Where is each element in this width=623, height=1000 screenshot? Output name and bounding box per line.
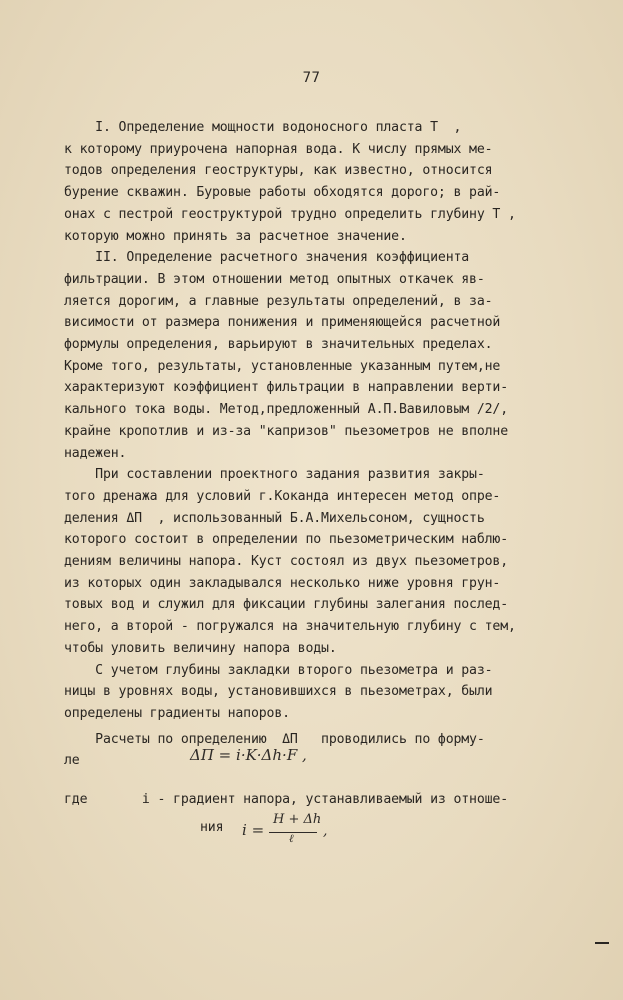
text-line: него, а второй - погружался на значительную глубину с тем,: [64, 619, 516, 635]
text-line: крайне кропотлив и из-за "капризов" пьезометров не вполне: [64, 423, 509, 439]
where-line: где i - градиент напора, устанавливаемый из отноше-: [64, 792, 509, 807]
text-line: Расчеты по определению ΔП проводились по форму-: [64, 731, 485, 747]
text-line: фильтрации. В этом отношении метод опытных откачек яв-: [64, 271, 485, 287]
text-line: ле: [64, 753, 80, 769]
text-line: которую можно принять за расчетное значение.: [64, 228, 407, 244]
text-line: ницы в уровнях воды, установившихся в пьезометрах, были: [64, 684, 493, 700]
text-line: надежен.: [64, 445, 127, 461]
ratio-tail: ,: [323, 823, 328, 839]
text-line: дениям величины напора. Куст состоял из двух пьезометров,: [64, 554, 509, 569]
text-line: к которому приурочена напорная вода. К числу прямых ме-: [64, 141, 493, 157]
text-line: чтобы уловить величину напора воды.: [64, 640, 337, 656]
page-number: 77: [302, 70, 321, 86]
text-line: I. Определение мощности водоносного пласта Т ,: [64, 120, 462, 135]
text-line: из которых один закладывался несколько ниже уровня грун-: [64, 575, 501, 591]
text-line: формулы определения, варьируют в значительных пределах.: [64, 337, 493, 352]
text-line: которого состоит в определении по пьезометрическим наблю-: [64, 532, 509, 548]
text-line: определены градиенты напоров.: [64, 705, 290, 721]
text-line: ляется дорогим, а главные результаты определений, в за-: [64, 293, 493, 309]
text-line: При составлении проектного задания развития закры-: [64, 467, 485, 483]
ratio-denominator: ℓ: [289, 832, 294, 845]
text-line: тодов определения геоструктуры, как известно, относится: [64, 163, 493, 179]
text-line: висимости от размера понижения и применяющейся расчетной: [64, 315, 501, 331]
text-line: деления ΔП , использованный Б.А.Михельсоном, сущность: [64, 510, 485, 526]
text-line: характеризуют коэффициент фильтрации в направлении верти-: [64, 380, 509, 396]
text-line: С учетом глубины закладки второго пьезометра и раз-: [64, 662, 493, 678]
margin-mark: [595, 942, 609, 944]
ratio-numerator: H + Δh: [273, 812, 322, 827]
text-line: бурение скважин. Буровые работы обходятся дорого; в рай-: [64, 185, 501, 201]
text-line: онах с пестрой геоструктурой трудно определить глубину Т ,: [64, 206, 516, 222]
formula-delta-p: ΔП = i·K·Δh·F ,: [190, 746, 307, 764]
text-line: кального тока воды. Метод,предложенный А.П.Вавиловым /2/,: [64, 402, 509, 418]
text-line: того дренажа для условий г.Коканда интересен метод опре-: [64, 488, 501, 504]
text-line: товых вод и служил для фиксации глубины залегания послед-: [64, 597, 509, 613]
text-line: Кроме того, результаты, установленные указанным путем,не: [64, 358, 501, 374]
ratio-word: ния: [200, 820, 224, 835]
ratio-lhs: i =: [242, 821, 265, 839]
text-line: II. Определение расчетного значения коэффициента: [64, 250, 470, 266]
